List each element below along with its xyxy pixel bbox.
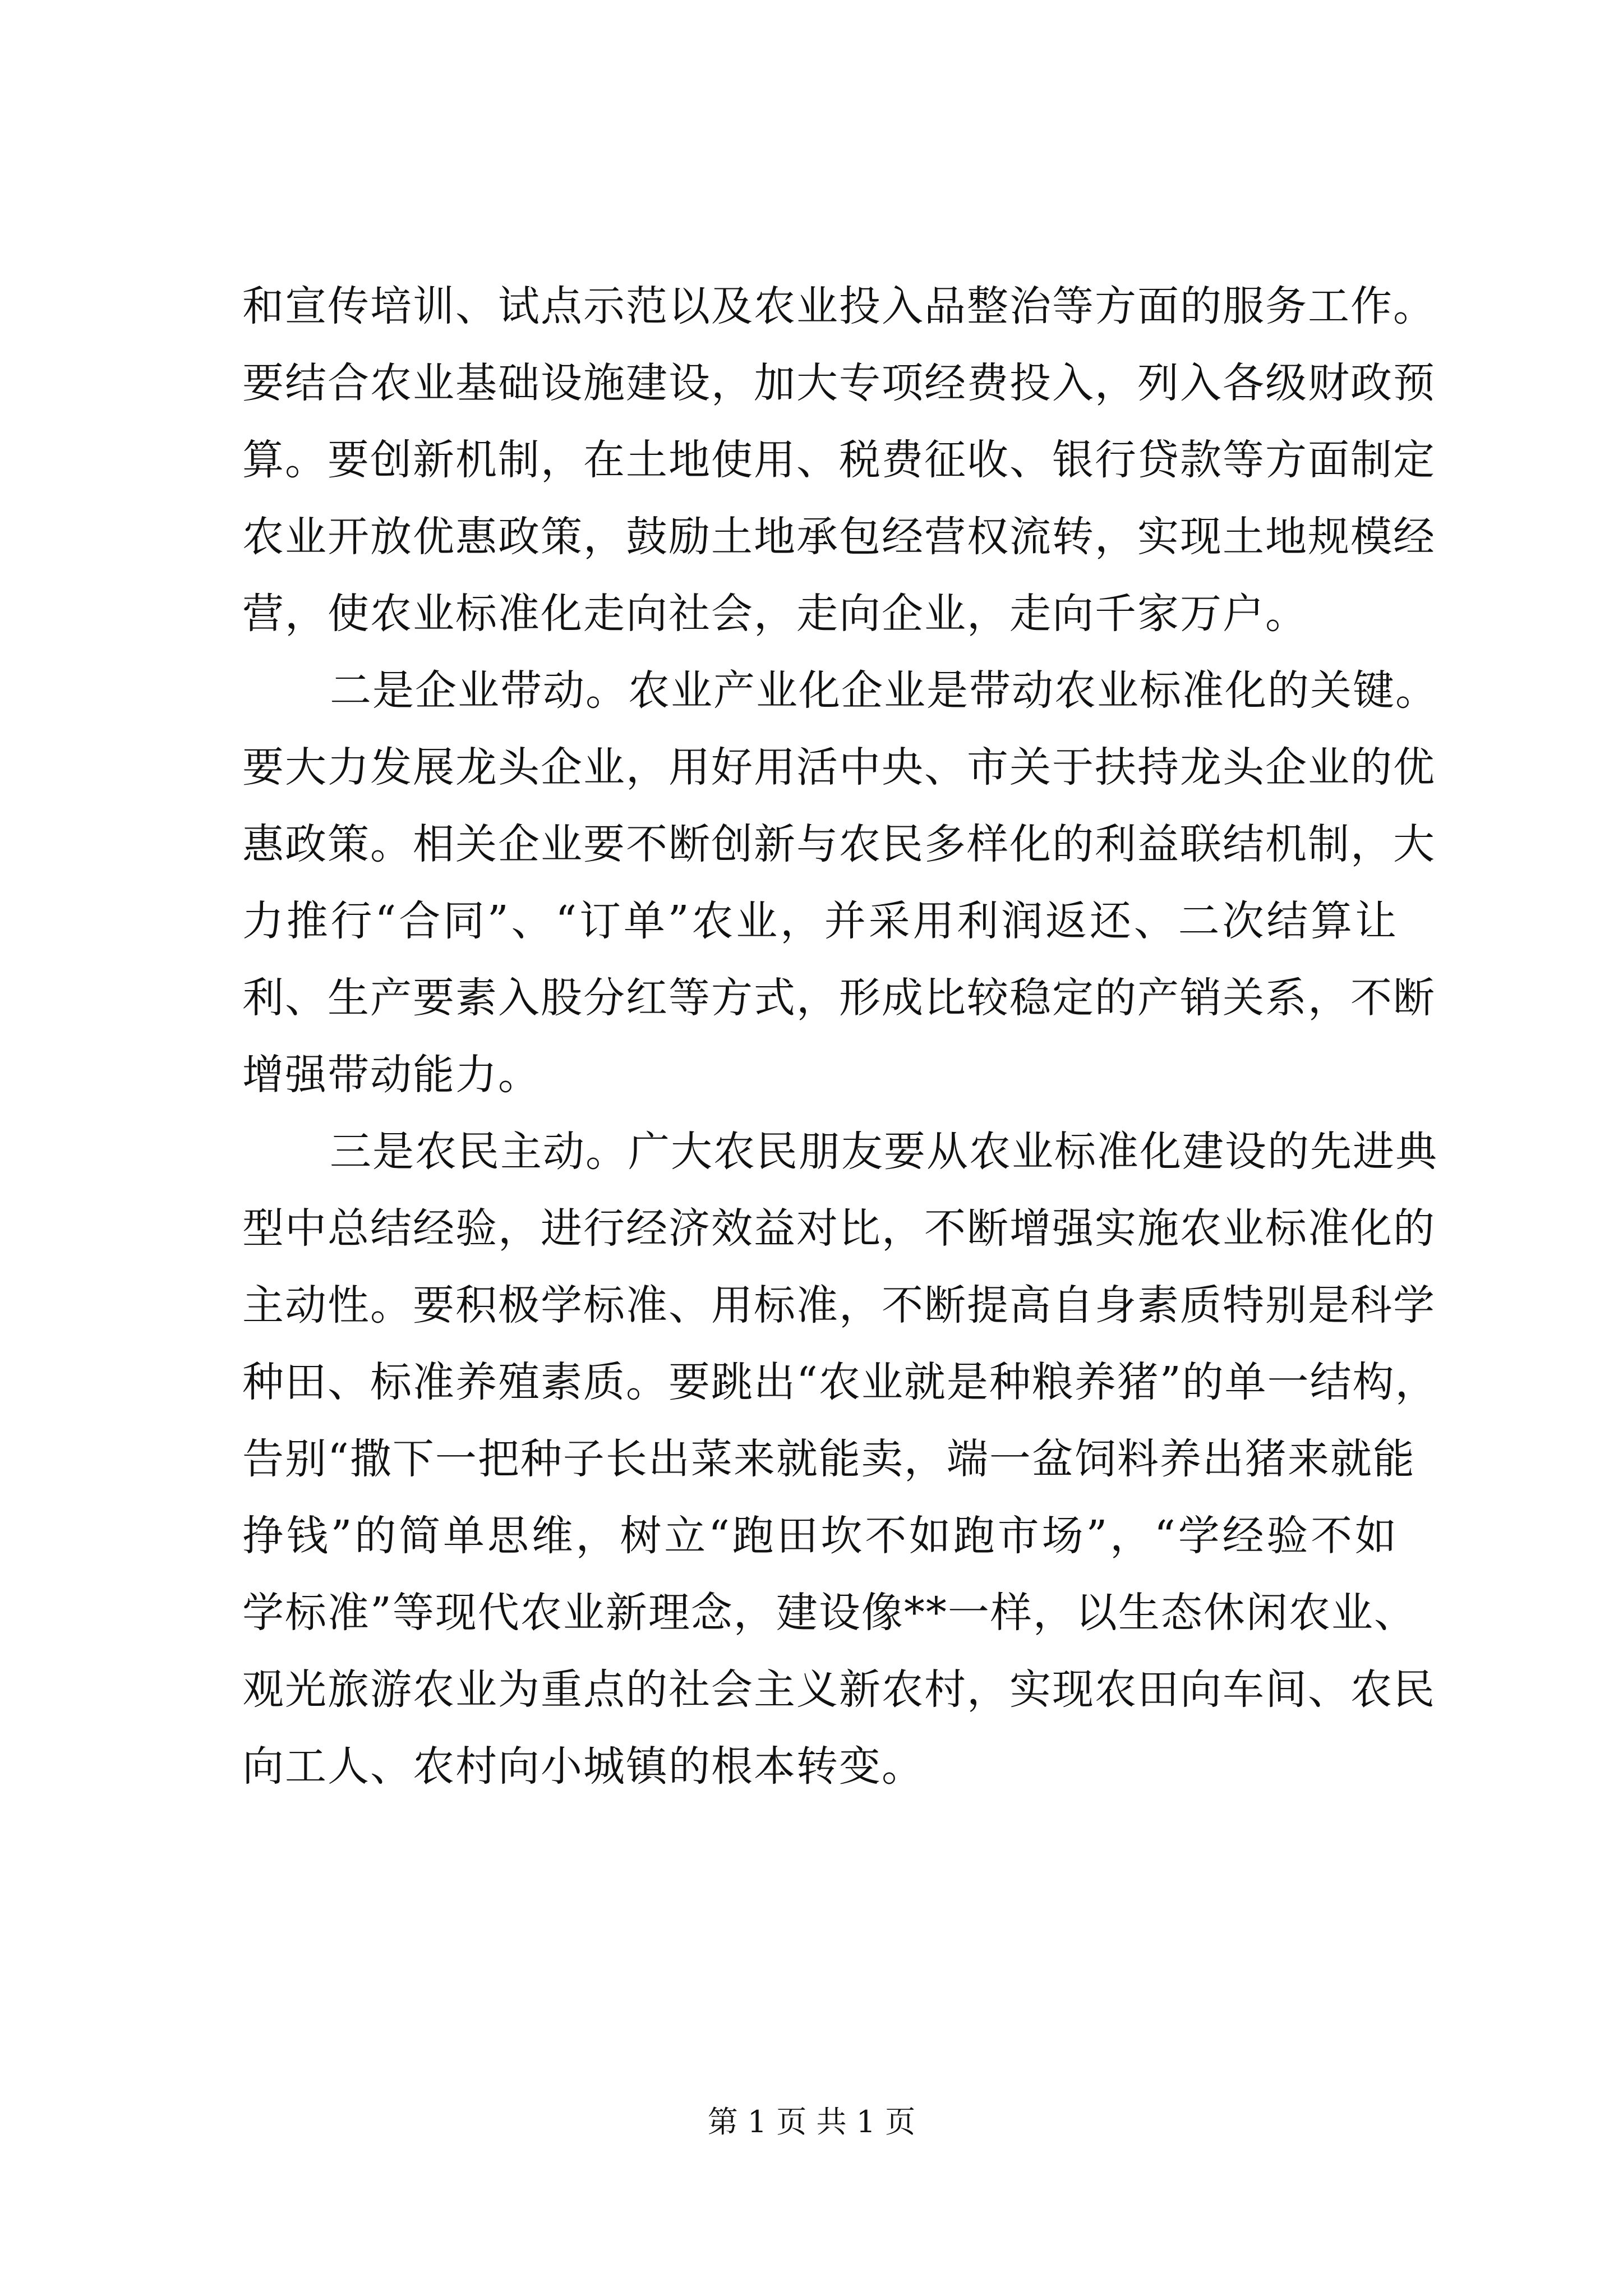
paragraph-enterprise-drive xyxy=(242,652,1438,1114)
text-line: 学标准”等现代农业新理念，建设像**一样，以生态休闲农业、 xyxy=(242,1589,1417,1637)
document-body xyxy=(242,268,1438,1805)
text-line: 主动性。要积极学标准、用标准，不断提高自身素质特别是科学 xyxy=(242,1281,1436,1329)
text-line: 型中总结经验，进行经济效益对比，不断增强实施农业标准化的 xyxy=(242,1204,1436,1253)
text-line: 力推行“合同”、“订单”农业，并采用利润返还、二次结算让 xyxy=(242,897,1398,945)
text-line: 营，使农业标准化走向社会，走向企业，走向千家万户。 xyxy=(242,590,1308,638)
text-line: 要结合农业基础设施建设，加大专项经费投入，列入各级财政预 xyxy=(242,359,1436,407)
text-line: 二是企业带动。农业产业化企业是带动农业标准化的关键。 xyxy=(330,666,1438,715)
text-line: 种田、标准养殖素质。要跳出“农业就是种粮养猪”的单一结构， xyxy=(242,1358,1438,1406)
text-line: 向工人、农村向小城镇的根本转变。 xyxy=(242,1742,924,1791)
text-line: 观光旅游农业为重点的社会主义新农村，实现农田向车间、农民 xyxy=(242,1665,1436,1714)
text-line: 农业开放优惠政策，鼓励土地承包经营权流转，实现土地规模经 xyxy=(242,513,1436,561)
text-line: 要大力发展龙头企业，用好用活中央、市关于扶持龙头企业的优 xyxy=(242,743,1436,792)
text-line: 告别“撒下一把种子长出菜来就能卖，端一盆饲料养出猪来就能 xyxy=(242,1435,1415,1483)
text-line: 挣钱”的简单思维，树立“跑田坎不如跑市场”，“学经验不如 xyxy=(242,1512,1398,1560)
text-line: 增强带动能力。 xyxy=(242,1051,541,1099)
text-line: 和宣传培训、试点示范以及农业投入品整治等方面的服务工作。 xyxy=(242,282,1436,330)
text-line: 惠政策。相关企业要不断创新与农民多样化的利益联结机制，大 xyxy=(242,820,1436,868)
text-line: 利、生产要素入股分红等方式，形成比较稳定的产销关系，不断 xyxy=(242,974,1436,1022)
text-line: 三是农民主动。广大农民朋友要从农业标准化建设的先进典 xyxy=(330,1128,1438,1176)
text-line: 算。要创新机制，在土地使用、税费征收、银行贷款等方面制定 xyxy=(242,436,1436,484)
paragraph-farmer-initiative xyxy=(242,1114,1438,1805)
paragraph-continuation xyxy=(242,268,1436,652)
page-footer: 第 1 页 共 1 页 xyxy=(707,2104,916,2139)
